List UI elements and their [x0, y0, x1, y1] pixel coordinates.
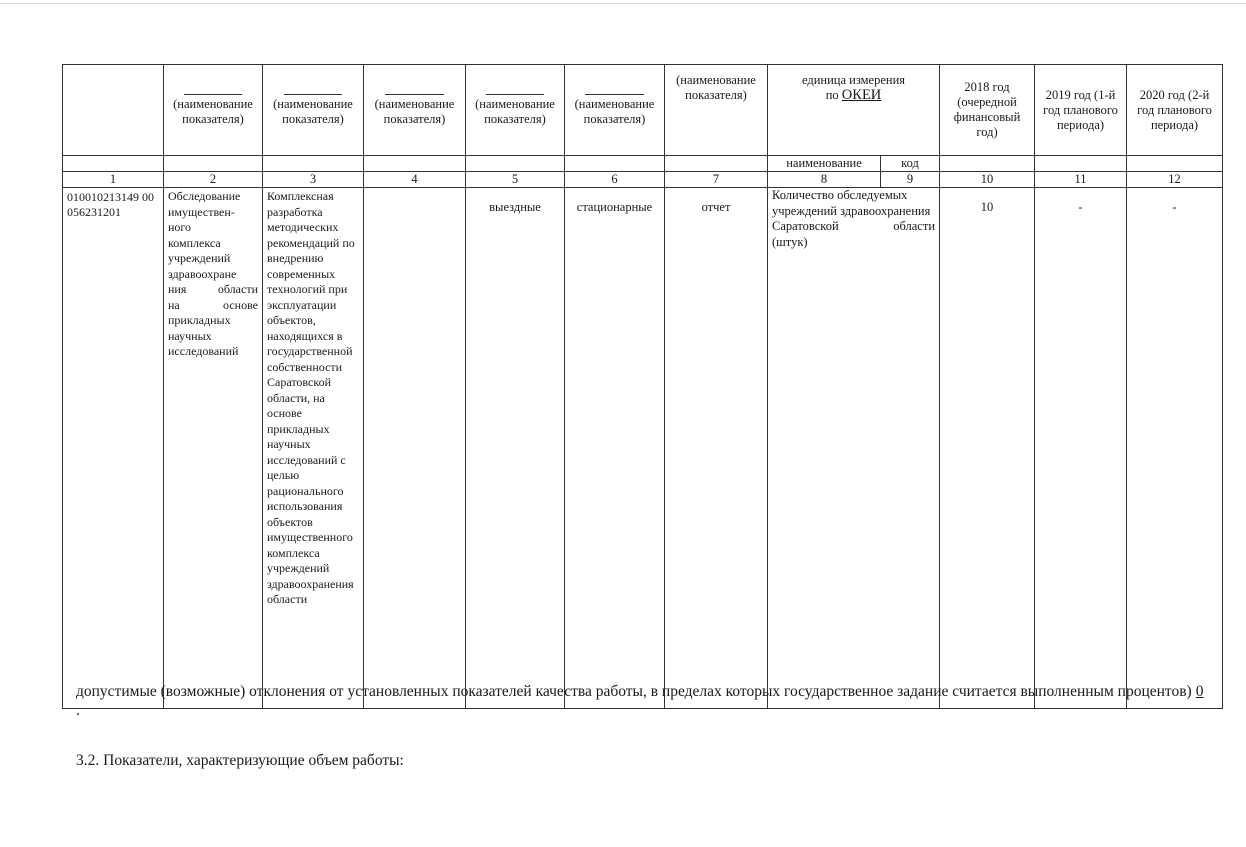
- result-form-cell: отчет: [665, 188, 768, 709]
- work-form-cell: выездные: [466, 188, 565, 709]
- column-number: 10: [940, 172, 1035, 188]
- registry-number-cell: 010010213149 00056231201: [63, 188, 164, 709]
- deviation-paragraph: допустимые (возможные) отклонения от установленных показателей качества работы, в пределах которых государственное задание считается выполненным процентов) 0.: [76, 682, 1211, 720]
- column-number: 4: [364, 172, 466, 188]
- work-conditions-cell: стационарные: [565, 188, 665, 709]
- header-registry-number: [63, 65, 164, 156]
- header-unit-code: код: [881, 156, 940, 172]
- value-2020-cell: -: [1127, 188, 1223, 709]
- header-indicator-7: (наименование показателя): [665, 65, 768, 156]
- column-number: 12: [1127, 172, 1223, 188]
- column-number: 6: [565, 172, 665, 188]
- column-number: 11: [1035, 172, 1127, 188]
- column-number: 8: [768, 172, 881, 188]
- table-row: [63, 188, 1223, 709]
- empty-cell: [364, 188, 466, 709]
- quality-indicators-table: [62, 64, 1223, 709]
- work-description-cell: Комплексная разработка методических рекомендаций по внедрению современных технологий при эксплуатации объектов, находящихся в государственной собственности Саратовской области, на основе прикладных научных исследований с целью рационального использования объектов имущественного комплекса учреждений здравоохранения области: [263, 188, 364, 709]
- deviation-value: 0: [1195, 683, 1204, 700]
- header-indicator-6: (наименование показателя): [565, 65, 665, 156]
- work-content-cell: Обследование имуществен- ного комплекса учреждений здравоохране ния области на основе прикладных научных исследований: [164, 188, 263, 709]
- column-number: 2: [164, 172, 263, 188]
- header-year-2018: 2018 год (очередной финансовый год): [940, 65, 1035, 156]
- header-year-2019: 2019 год (1-й год планового периода): [1035, 65, 1127, 156]
- column-number: 5: [466, 172, 565, 188]
- header-indicator-4: (наименование показателя): [364, 65, 466, 156]
- value-2018-cell: 10: [940, 188, 1035, 709]
- column-numbers-row: [63, 172, 1223, 188]
- header-indicator-2: (наименование показателя): [164, 65, 263, 156]
- header-unit-name: наименование: [768, 156, 881, 172]
- table-header-row: [63, 65, 1223, 156]
- section-heading: 3.2. Показатели, характеризующие объем работы:: [76, 752, 404, 769]
- table-subheader-row: [63, 156, 1223, 172]
- column-number: 3: [263, 172, 364, 188]
- indicator-name-cell: Количество обследуемых учреждений здравоохранения Саратовской области (штук): [768, 188, 940, 709]
- header-unit-okei: единица измерения по ОКЕИ: [768, 65, 940, 156]
- header-year-2020: 2020 год (2-й год планового периода): [1127, 65, 1223, 156]
- value-2019-cell: -: [1035, 188, 1127, 709]
- scan-border-line: [0, 3, 1246, 4]
- header-indicator-5: (наименование показателя): [466, 65, 565, 156]
- column-number: 9: [881, 172, 940, 188]
- column-number: 1: [63, 172, 164, 188]
- okei-label: ОКЕИ: [841, 87, 882, 103]
- column-number: 7: [665, 172, 768, 188]
- header-indicator-3: (наименование показателя): [263, 65, 364, 156]
